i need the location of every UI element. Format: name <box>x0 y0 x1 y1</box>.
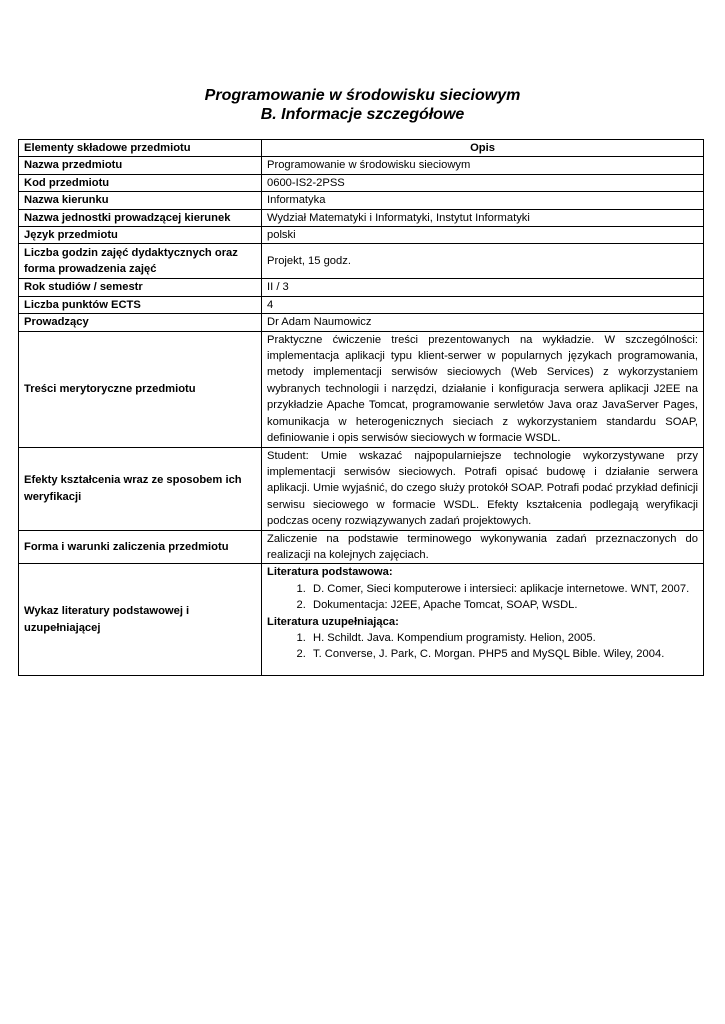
row-value: Praktyczne ćwiczenie treści prezentowanych na wykładzie. W szczególności: implementacja aplikacji typu klient-serwer w popularnych językach programowania, metody implementacji serwisów sieciowych (Web Services) z wykorzystaniem wybranych technologii i narzędzi, działanie i konfiguracja serwera aplikacji J2EE na przykładzie Apache Tomcat, programowanie serwletów Java oraz JavaServer Pages, komunikacja w heterogenicznych sieciach z wykorzystaniem standardu SOAP, definiowanie i opis serwisów sieciowych w formacie WSDL. <box>262 331 704 447</box>
table-row <box>19 530 704 564</box>
row-value: Student: Umie wskazać najpopularniejsze technologie wykorzystywane przy implementacji serwisów sieciowych. Potrafi opisać budowę i działanie serwera aplikacji. Umie wyjaśnić, do czego służy protokół SOAP. Potrafi podać przykład definicji serwisu sieciowego w formacie WSDL. Efekty kształcenia podlegają weryfikacji podczas oceny rozwiązywanych zadań projektowych. <box>262 447 704 530</box>
list-item: 1. D. Comer, Sieci komputerowe i intersieci: aplikacje internetowe. WNT, 2007. <box>309 581 698 597</box>
course-details-table <box>18 139 704 676</box>
literature-row <box>19 564 704 675</box>
extra-literature-heading: Literatura uzupełniająca: <box>267 615 399 628</box>
table-header-row <box>19 140 704 157</box>
table-row <box>19 314 704 331</box>
document-title: Programowanie w środowisku sieciowym <box>204 87 521 104</box>
row-value: II / 3 <box>262 279 704 296</box>
document-title-block <box>0 86 725 124</box>
row-value: Dr Adam Naumowicz <box>262 314 704 331</box>
table-row <box>19 331 704 447</box>
document-subtitle: B. Informacje szczegółowe <box>260 106 465 123</box>
row-label: Nazwa kierunku <box>19 192 262 209</box>
row-label: Wykaz literatury podstawowej i uzupełniającej <box>19 564 262 675</box>
row-value: 0600-IS2-2PSS <box>262 174 704 191</box>
basic-literature-list <box>267 581 698 614</box>
table-row <box>19 244 704 279</box>
row-value: 4 <box>262 296 704 313</box>
row-label: Treści merytoryczne przedmiotu <box>19 331 262 447</box>
row-value: Informatyka <box>262 192 704 209</box>
extra-literature-list <box>267 630 698 663</box>
table-row <box>19 157 704 174</box>
list-item: 2. Dokumentacja: J2EE, Apache Tomcat, SOAP, WSDL. <box>309 597 698 613</box>
table-row <box>19 174 704 191</box>
row-value: Zaliczenie na podstawie terminowego wykonywania zadań przeznaczonych do realizacji na kolejnych zajęciach. <box>262 530 704 564</box>
table-row <box>19 447 704 530</box>
row-label: Nazwa jednostki prowadzącej kierunek <box>19 209 262 226</box>
row-label: Liczba godzin zajęć dydaktycznych oraz forma prowadzenia zajęć <box>19 244 262 279</box>
row-label: Forma i warunki zaliczenia przedmiotu <box>19 530 262 564</box>
row-label: Kod przedmiotu <box>19 174 262 191</box>
basic-literature-heading: Literatura podstawowa: <box>267 566 393 579</box>
row-label: Liczba punktów ECTS <box>19 296 262 313</box>
row-value: polski <box>262 227 704 244</box>
row-label: Język przedmiotu <box>19 227 262 244</box>
table-row <box>19 279 704 296</box>
row-label: Efekty kształcenia wraz ze sposobem ich weryfikacji <box>19 447 262 530</box>
table-row <box>19 209 704 226</box>
list-item: 1. H. Schildt. Java. Kompendium programisty. Helion, 2005. <box>309 630 698 646</box>
row-value: Programowanie w środowisku sieciowym <box>262 157 704 174</box>
row-value: Wydział Matematyki i Informatyki, Instytut Informatyki <box>262 209 704 226</box>
literature-list <box>262 564 704 675</box>
row-value: Projekt, 15 godz. <box>262 244 704 279</box>
column-header-description: Opis <box>262 140 704 157</box>
table-row <box>19 192 704 209</box>
row-label: Prowadzący <box>19 314 262 331</box>
table-row <box>19 296 704 313</box>
list-item: 2. T. Converse, J. Park, C. Morgan. PHP5 and MySQL Bible. Wiley, 2004. <box>309 646 698 662</box>
row-label: Rok studiów / semestr <box>19 279 262 296</box>
column-header-elements: Elementy składowe przedmiotu <box>19 140 262 157</box>
table-row <box>19 227 704 244</box>
row-label: Nazwa przedmiotu <box>19 157 262 174</box>
